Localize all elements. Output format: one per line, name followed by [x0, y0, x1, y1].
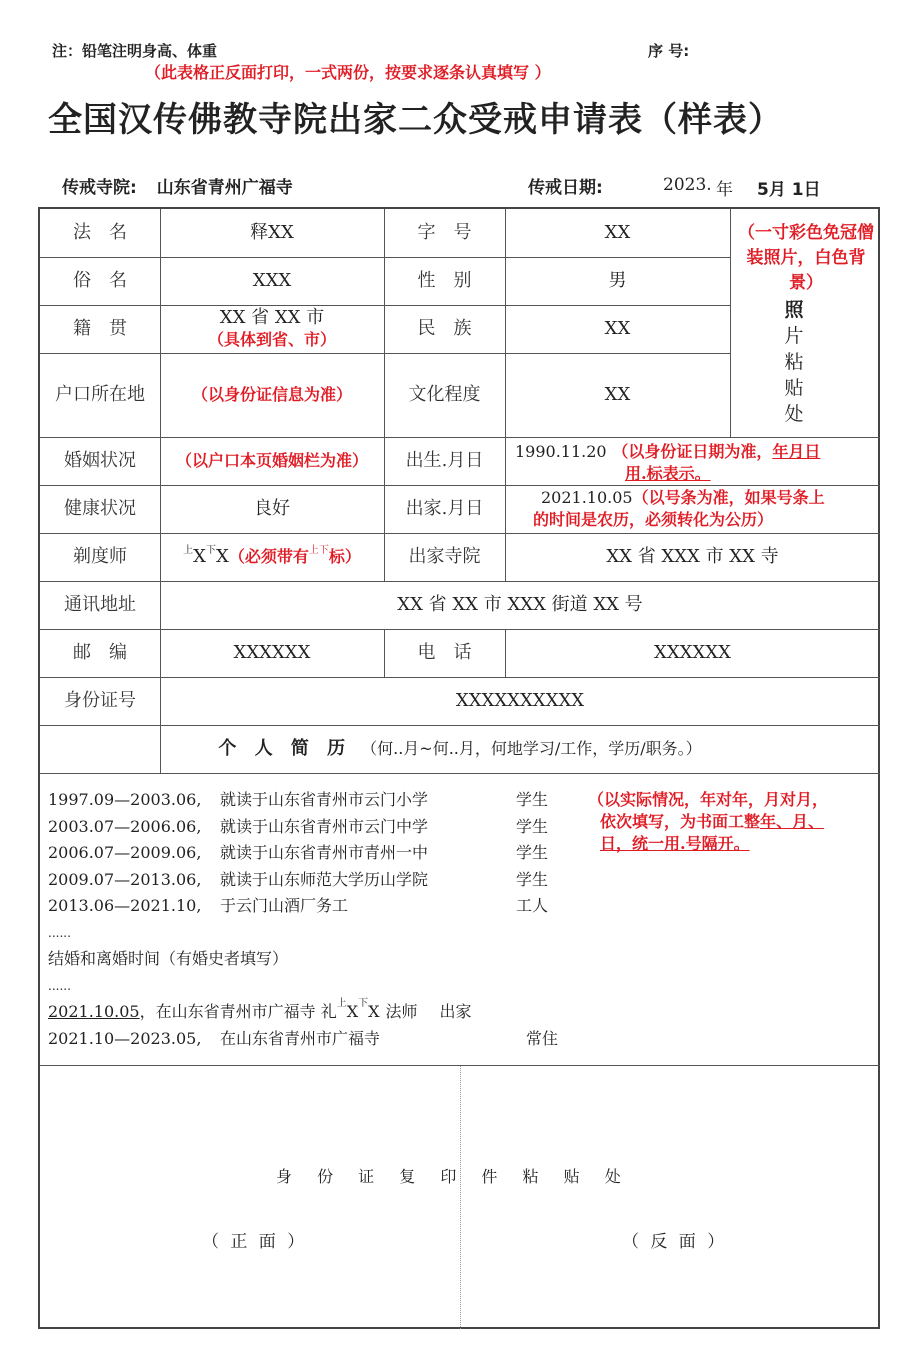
photo-label-char: 粘 [784, 351, 804, 373]
courtesy-name-label: 字号 [417, 222, 490, 243]
resume-role: 学生 [516, 843, 549, 862]
resume-side-note-2: 依次填写，为书面工整 [600, 812, 761, 831]
household-location-label: 户口所在地 [55, 384, 145, 405]
ethnicity-value[interactable]: XX [604, 318, 631, 339]
birth-date-note-format: 年月日 [772, 442, 821, 461]
resume-side-note-3: 日，统一用 [600, 834, 681, 853]
phone-value[interactable]: XXXXXX [654, 642, 731, 663]
form-title: 全国汉传佛教寺院出家二众受戒申请表（样表） [48, 100, 783, 140]
dharma-name-value[interactable]: 释XX [250, 222, 294, 243]
marital-status-label: 婚姻状况 [64, 450, 136, 471]
resume-heading-note: （何..月~何..月，何地学习/工作，学历/职务。） [361, 739, 702, 758]
resume-residence-role: 常住 [526, 1028, 559, 1048]
resume-side-note [588, 789, 828, 855]
ordination-date-label-cell: 出家.月日 [405, 498, 484, 519]
resume-ordination-entry [48, 999, 566, 1026]
tonsure-x1: X [193, 546, 206, 567]
ordination-date-month-day: 5月 1日 [757, 180, 821, 200]
gender-value[interactable]: 男 [608, 270, 627, 291]
resume-ordain-text: ，在山东省青州市广福寺 礼 [139, 1002, 337, 1021]
ordination-date-note: （以号条为准，如果号条上 [632, 488, 825, 507]
ordination-date-year-unit: 年 [716, 180, 733, 200]
tonsure-sup-upper: 上 [183, 545, 194, 556]
id-copy-label: 身 份 证 复 印 件 粘 贴 处 [276, 1167, 631, 1186]
resume-desc: 于云门山酒厂务工 [220, 896, 349, 915]
resume-entry [48, 814, 566, 841]
resume-period: 2003.07—2006.06, [48, 816, 202, 836]
resume-heading-title: 个 人 简 历 [218, 738, 352, 759]
marital-status-note[interactable]: （以户口本页婚姻栏为准） [175, 451, 368, 470]
photo-placeholder[interactable] [730, 209, 880, 437]
resume-ordain-role: 出家 [439, 1002, 472, 1021]
household-location-note[interactable]: （以身份证信息为准） [191, 385, 352, 404]
lay-name-value[interactable]: XXX [252, 270, 292, 291]
resume-period: 2006.07—2009.06, [48, 843, 202, 862]
ordination-temple-value: 山东省青州广福寺 [156, 178, 293, 198]
photo-label-char: 照 [784, 299, 804, 321]
resume-ellipsis: ...... [48, 925, 71, 940]
resume-side-note-2u: 年、月、 [760, 812, 825, 831]
tonsure-master-value[interactable] [160, 533, 384, 581]
tonsure-note-end: 标） [328, 547, 361, 566]
resume-entry [48, 787, 566, 814]
photo-note: （一寸彩色免冠僧装照片，白色背景） [738, 223, 874, 293]
resume-period: 1997.09—2003.06, [48, 790, 202, 809]
resume-role: 工人 [516, 896, 549, 915]
resume-ordain-x1: X [346, 1002, 359, 1021]
resume-residence-period: 2021.10—2023.05, [48, 1028, 202, 1048]
education-value[interactable]: XX [604, 384, 631, 405]
resume-list [48, 787, 566, 1052]
resume-heading [40, 725, 880, 773]
print-instructions: （此表格正反面打印，一式两份，按要求逐条认真填写 ） [145, 63, 551, 82]
tonsure-sup-lower: 下 [205, 545, 216, 556]
resume-desc: 就读于山东省青州市云门小学 [220, 790, 429, 809]
tonsure-x2: X [215, 546, 229, 567]
serial-number-label: 序 号: [648, 42, 690, 60]
native-place-value[interactable] [160, 305, 384, 353]
resume-ordain-master: 法师 [385, 1002, 418, 1021]
resume-ordain-date: 2021.10.05 [48, 1002, 140, 1021]
resume-role: 学生 [516, 869, 549, 889]
tonsure-note: （必须带有 [228, 547, 309, 566]
resume-entry [48, 840, 566, 867]
birth-date-note: （以身份证日期为准， [612, 442, 773, 461]
id-number-value[interactable]: XXXXXXXXXX [455, 690, 585, 711]
birth-date-value[interactable] [505, 437, 880, 485]
resume-ordain-x2: X [368, 1002, 380, 1021]
pencil-note: 注：铅笔注明身高、体重 [52, 42, 218, 60]
id-copy-back[interactable]: （ 反 面 ） [622, 1232, 728, 1252]
tonsure-master-label: 剃度师 [73, 546, 127, 567]
resume-period: 2013.06—2021.10, [48, 896, 202, 915]
resume-entry [48, 867, 566, 894]
ordination-temple-label-text: 传戒寺院: [62, 178, 137, 198]
address-value[interactable]: XX 省 XX 市 XXX 街道 XX 号 [397, 594, 643, 615]
photo-label-char: 贴 [784, 377, 804, 399]
postal-code-value[interactable]: XXXXXX [233, 642, 311, 663]
ordination-date-label: 传戒日期: [528, 178, 603, 198]
resume-side-note-3u: .号隔开。 [680, 834, 750, 853]
resume-ordain-sup-upper: 上 [336, 998, 347, 1009]
ordination-temple-label [62, 173, 293, 198]
gender-label: 性别 [417, 270, 490, 291]
native-place-note: （具体到省、市） [207, 330, 336, 349]
resume-side-note-1: （以实际情况，年对年，月对月， [588, 790, 829, 809]
native-place-text: XX 省 XX 市 [219, 307, 325, 328]
health-status-label: 健康状况 [64, 498, 136, 519]
resume-desc: 就读于山东省青州市青州一中 [220, 843, 429, 862]
application-form [38, 207, 880, 1329]
resume-role: 学生 [516, 790, 549, 809]
ordination-date-text: 2021.10.05 [541, 488, 633, 507]
photo-label-char: 处 [784, 403, 804, 425]
ordination-date-note-2: 的时间是农历，必须转化为公历） [533, 510, 774, 529]
ordination-date-year: 2023. [663, 175, 712, 195]
education-label: 文化程度 [408, 384, 481, 405]
resume-ordain-sup-lower: 下 [358, 998, 369, 1009]
resume-role: 学生 [516, 816, 549, 836]
tonsure-note-sup: 上下 [308, 545, 329, 556]
photo-label-char: 片 [784, 325, 804, 347]
phone-label: 电话 [417, 642, 490, 663]
resume-desc: 就读于山东师范大学历山学院 [220, 869, 429, 889]
birth-date-text: 1990.11.20 [515, 442, 607, 461]
health-status-value[interactable]: 良好 [254, 498, 290, 519]
lay-name-label: 俗名 [73, 270, 145, 291]
id-number-label: 身份证号 [64, 690, 136, 711]
birth-date-note-dot: 用.标表示。 [625, 464, 711, 483]
id-copy-front[interactable]: （ 正 面 ） [202, 1232, 308, 1252]
birth-date-label: 出生.月日 [405, 450, 484, 471]
resume-residence-entry [48, 1026, 566, 1053]
resume-desc: 就读于山东省青州市云门中学 [220, 816, 429, 836]
address-label: 通讯地址 [64, 594, 136, 615]
resume-period: 2009.07—2013.06, [48, 869, 202, 889]
ethnicity-label: 民族 [417, 318, 490, 339]
ordination-temple-value-cell[interactable]: XX 省 XXX 市 XX 寺 [606, 546, 779, 567]
resume-ellipsis-2: ...... [48, 978, 71, 993]
courtesy-name-value[interactable]: XX [604, 222, 631, 243]
postal-code-label: 邮编 [73, 642, 145, 663]
dharma-name-label: 法名 [73, 222, 145, 243]
ordination-date-value[interactable] [505, 485, 880, 533]
resume-residence-desc: 在山东省青州市广福寺 [220, 1028, 381, 1048]
marriage-note: 结婚和离婚时间（有婚史者填写） [48, 949, 289, 968]
ordination-temple-label-cell: 出家寺院 [408, 546, 481, 567]
native-place-label: 籍贯 [73, 318, 145, 339]
photo-label [782, 297, 806, 427]
resume-entry [48, 893, 566, 920]
